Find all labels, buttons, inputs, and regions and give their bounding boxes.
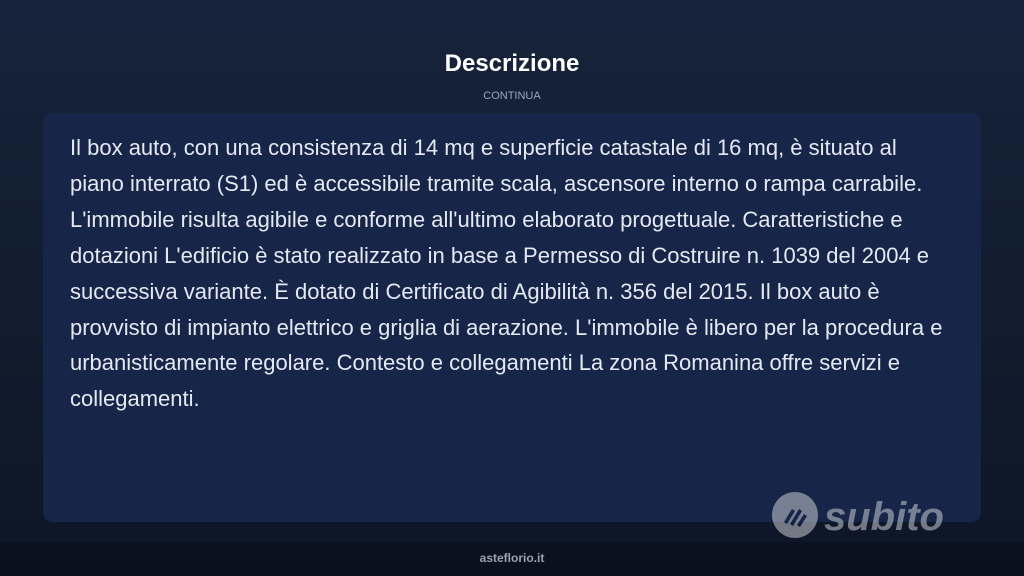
description-card bbox=[43, 113, 981, 522]
continua-label: CONTINUA bbox=[483, 90, 541, 102]
subito-logo-icon bbox=[772, 492, 818, 543]
subito-watermark bbox=[772, 494, 944, 540]
subito-watermark-text: subito bbox=[824, 495, 944, 539]
description-text: Il box auto, con una consistenza di 14 mq e superficie catastale di 16 mq, è situato al piano interrato (S1) ed è accessibile tramite scala, ascensore interno o rampa carrabile. L'immobile risulta agibile e conforme all'ultimo elaborato progettuale. Caratteristiche e dotazioni L'edificio è stato realizzato in base a Permesso di Costruire n. 1039 del 2004 e successiva variante. È dotato di Certificato di Agibilità n. 356 del 2015. Il box auto è provvisto di impianto elettrico e griglia di aerazione. L'immobile è libero per la procedura e urbanisticamente regolare. Contesto e collegamenti La zona Romanina offre servizi e collegamenti. bbox=[70, 135, 943, 412]
footer-site-label: asteflorio.it bbox=[479, 551, 545, 565]
page-title: Descrizione bbox=[444, 50, 580, 77]
